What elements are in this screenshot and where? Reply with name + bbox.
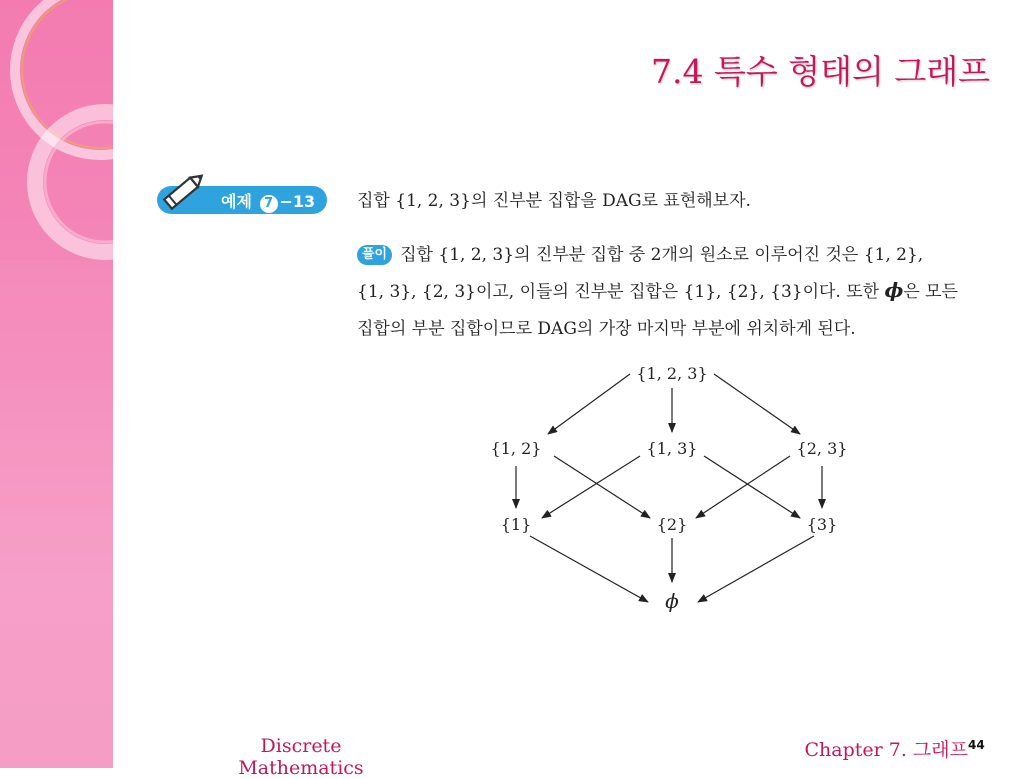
example-badge-label: 예제 bbox=[221, 192, 252, 211]
dag-diagram bbox=[470, 358, 870, 620]
node-23: {2, 3} bbox=[796, 439, 848, 458]
example-badge-text bbox=[221, 189, 315, 213]
edge-13-to-3 bbox=[704, 456, 800, 518]
node-3: {3} bbox=[806, 515, 838, 534]
footer-course bbox=[216, 735, 386, 779]
sidebar-rings-graphic bbox=[0, 0, 113, 768]
pencil-icon bbox=[158, 168, 210, 212]
solution-text-1: 집합 {1, 2, 3}의 진부분 집합 중 2개의 원소로 이루어진 것은 {1, 2}, bbox=[400, 245, 924, 265]
solution-line-3 bbox=[357, 314, 987, 339]
node-1: {1} bbox=[500, 515, 532, 534]
solution-line-2 bbox=[357, 277, 987, 302]
example-badge-chapter: 7 bbox=[260, 195, 278, 213]
solution-text-3: 집합의 부분 집합이므로 DAG의 가장 마지막 부분에 위치하게 된다. bbox=[357, 319, 856, 339]
phi-symbol: ϕ bbox=[884, 278, 904, 302]
decorative-sidebar bbox=[0, 0, 113, 768]
page-number: 44 bbox=[968, 738, 985, 752]
solution-line-1 bbox=[357, 240, 987, 265]
node-123: {1, 2, 3} bbox=[636, 364, 708, 383]
edge-12-to-2 bbox=[554, 456, 650, 518]
edge-top-to-23 bbox=[714, 374, 800, 434]
slide-title: 7.4 특수 형태의 그래프 bbox=[651, 52, 990, 91]
edge-top-to-12 bbox=[548, 374, 630, 434]
edge-3-to-empty bbox=[698, 536, 814, 602]
footer-course-line1: Discrete bbox=[260, 735, 342, 757]
edge-1-to-empty bbox=[530, 536, 648, 602]
solution-text-2: {1, 3}, {2, 3}이고, 이들의 진부분 집합은 {1}, {2}, {3}이다. 또한 bbox=[357, 282, 880, 302]
edge-23-to-2 bbox=[696, 456, 790, 518]
problem-statement: 집합 {1, 2, 3}의 진부분 집합을 DAG로 표현해보자. bbox=[357, 191, 751, 211]
solution-text-2b: 은 모든 bbox=[903, 282, 958, 302]
node-empty: ϕ bbox=[665, 589, 679, 613]
solution-badge: 풀이 bbox=[357, 245, 392, 265]
edge-13-to-1 bbox=[542, 456, 640, 518]
footer-chapter: Chapter 7. 그래프 bbox=[804, 739, 968, 761]
node-2: {2} bbox=[656, 515, 688, 534]
example-badge-number: −13 bbox=[279, 192, 316, 211]
footer-course-line2: Mathematics bbox=[238, 757, 364, 779]
node-12: {1, 2} bbox=[490, 439, 542, 458]
node-13: {1, 3} bbox=[646, 439, 698, 458]
